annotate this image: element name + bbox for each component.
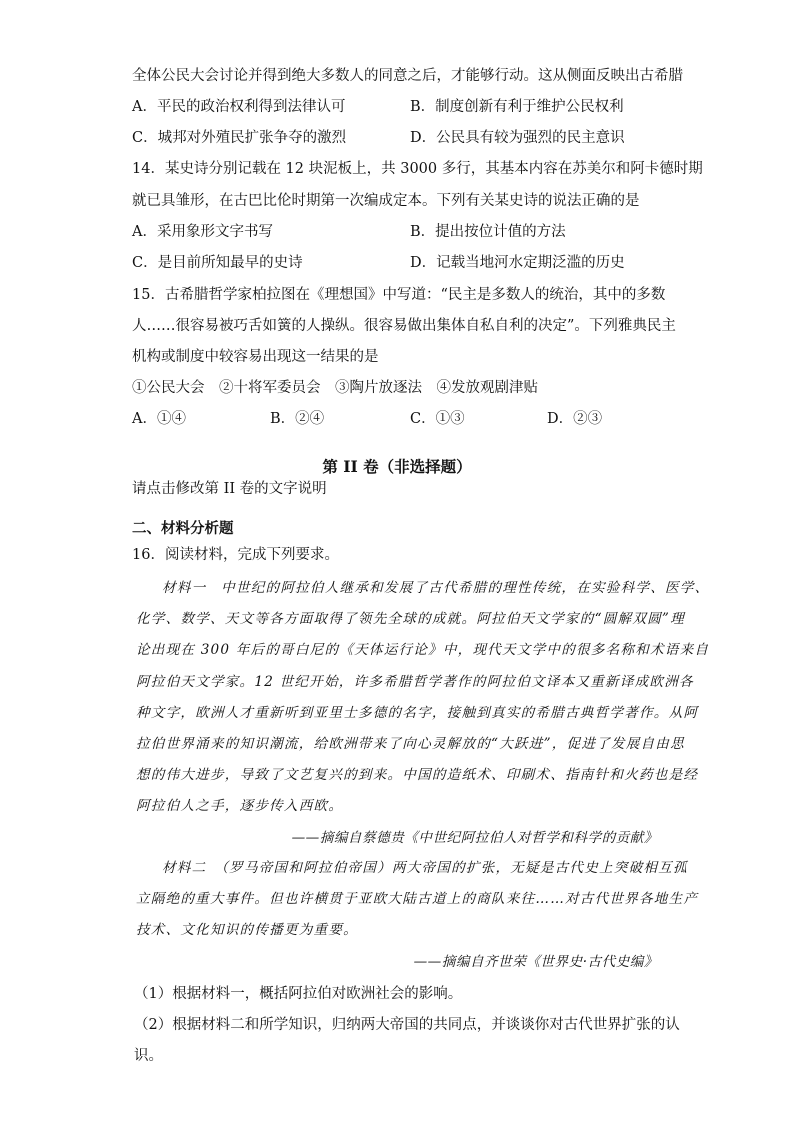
q15-stem-line-1: 15．古希腊哲学家柏拉图在《理想国》中写道：“民主是多数人的统治，其中的多数 xyxy=(132,287,666,303)
q15-option-a: A．①④ xyxy=(132,411,186,427)
q15-option-b: B．②④ xyxy=(270,411,325,427)
q13-option-a: A．平民的政治权利得到法律认可 xyxy=(132,99,346,115)
material1-line-4: 阿拉伯天文学家。12 世纪开始，许多希腊哲学著作的阿拉伯文译本又重新译成欧洲各 xyxy=(136,674,694,690)
material1-line-6: 拉伯世界涌来的知识潮流，给欧洲带来了向心灵解放的“大跃进”，促进了发展自由思 xyxy=(136,736,685,752)
material1-line-2: 化学、数学、天文等各方面取得了领先全球的成就。阿拉伯天文学家的“圆解双圆”理 xyxy=(136,611,685,627)
material1-line-3: 论出现在 300 年后的哥白尼的《天体运行论》中，现代天文学中的很多名称和术语来自 xyxy=(136,642,710,658)
material1-line-7: 想的伟大进步，导致了文艺复兴的到来。中国的造纸术、印刷术、指南针和火药也是经 xyxy=(136,767,699,783)
section-heading: 二、材料分析题 xyxy=(132,520,234,537)
q13-option-c: C．城邦对外殖民扩张争夺的激烈 xyxy=(132,130,347,146)
q15-option-c: C．①③ xyxy=(410,411,465,427)
part2-title: 第 II 卷（非选择题） xyxy=(322,457,472,476)
question-2-cont: 识。 xyxy=(134,1048,163,1064)
q13-option-b: B．制度创新有利于维护公民权利 xyxy=(410,99,624,115)
part2-note: 请点击修改第 II 卷的文字说明 xyxy=(132,481,327,497)
material2-line-1: 材料二 （罗马帝国和阿拉伯帝国）两大帝国的扩张，无疑是古代史上突破相互孤 xyxy=(162,860,688,876)
material2-source: ——摘编自齐世荣《世界史·古代史编》 xyxy=(413,954,658,970)
q14-option-a: A．采用象形文字书写 xyxy=(132,224,273,240)
question-2: （2）根据材料二和所学知识，归纳两大帝国的共同点，并谈谈你对古代世界扩张的认 xyxy=(134,1017,680,1033)
q15-stem-line-3: 机构或制度中较容易出现这一结果的是 xyxy=(132,349,379,365)
q14-option-c: C．是目前所知最早的史诗 xyxy=(132,255,303,271)
q14-stem-line-1: 14．某史诗分别记载在 12 块泥板上，共 3000 多行，其基本内容在苏美尔和阿卡德时期 xyxy=(132,161,703,177)
material1-line-5: 种文字，欧洲人才重新听到亚里士多德的名字，接触到真实的希腊古典哲学著作。从阿 xyxy=(136,705,699,721)
q15-option-d: D．②③ xyxy=(547,411,603,427)
material1-source: ——摘编自蔡德贵《中世纪阿拉伯人对哲学和科学的贡献》 xyxy=(291,830,658,846)
q14-option-d: D．记载当地河水定期泛滥的历史 xyxy=(410,255,625,271)
material1-line-1: 材料一 中世纪的阿拉伯人继承和发展了古代希腊的理性传统，在实验科学、医学、 xyxy=(162,580,710,596)
q15-stem-line-2: 人……很容易被巧舌如簧的人操纵。很容易做出集体自私自利的决定”。下列雅典民主 xyxy=(132,318,676,334)
q14-stem-line-2: 就已具雏形，在古巴比伦时期第一次编成定本。下列有关某史诗的说法正确的是 xyxy=(132,193,640,209)
material1-line-8: 阿拉伯人之手，逐步传入西欧。 xyxy=(136,798,344,814)
q13-option-d: D．公民具有较为强烈的民主意识 xyxy=(410,130,625,146)
material2-line-3: 技术、文化知识的传播更为重要。 xyxy=(136,922,358,938)
question-1: （1）根据材料一，概括阿拉伯对欧洲社会的影响。 xyxy=(134,986,463,1002)
q14-option-b: B．提出按位计值的方法 xyxy=(410,224,566,240)
material2-line-2: 立隔绝的重大事件。但也许横贯于亚欧大陆古道上的商队来往……对古代世界各地生产 xyxy=(136,891,699,907)
q16-stem: 16．阅读材料，完成下列要求。 xyxy=(132,547,339,563)
q15-items: ①公民大会 ②十将军委员会 ③陶片放逐法 ④发放观剧津贴 xyxy=(132,380,538,396)
q13-stem-end: 全体公民大会讨论并得到绝大多数人的同意之后，才能够行动。这从侧面反映出古希腊 xyxy=(132,68,683,84)
